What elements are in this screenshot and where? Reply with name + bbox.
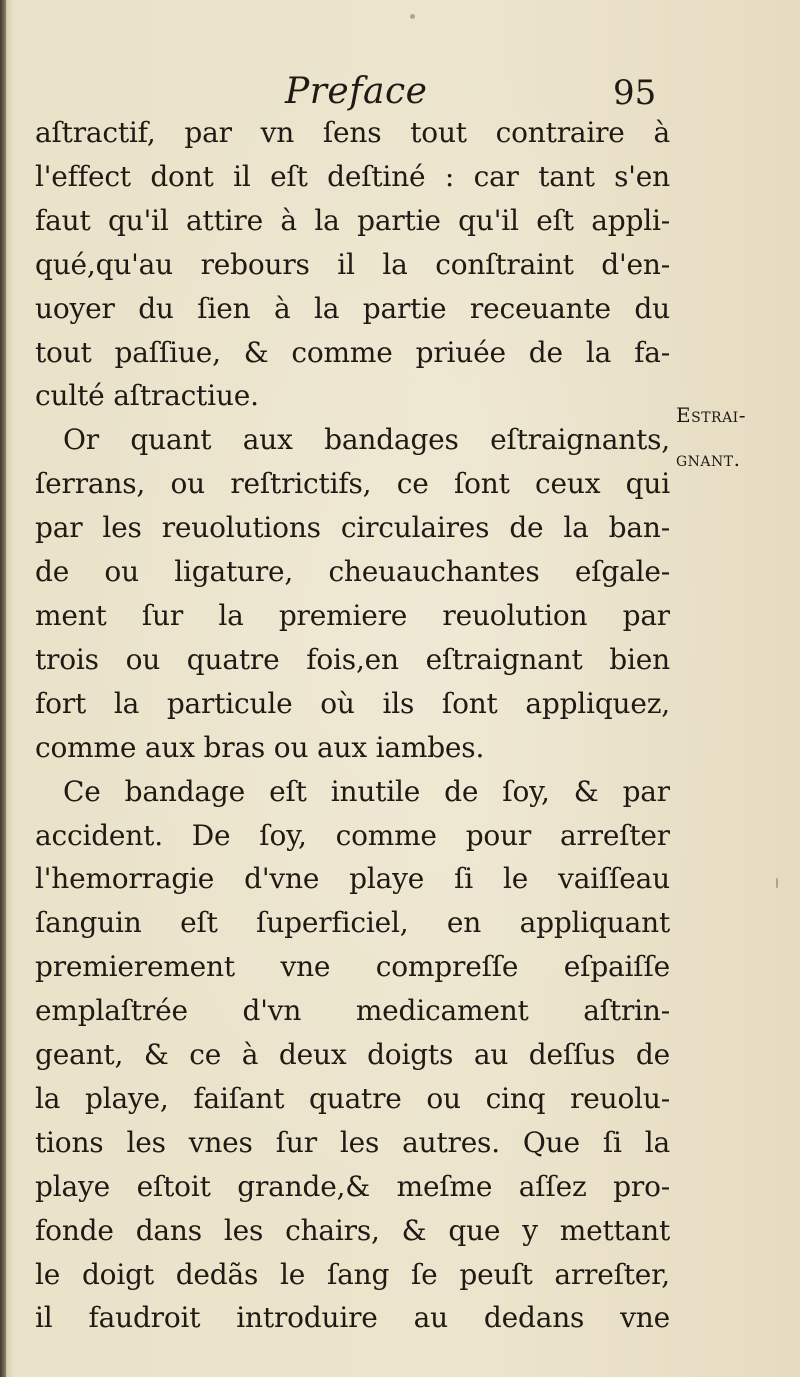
- text-line: par les reuolutions circulaires de la ban-: [35, 511, 670, 545]
- text-line: ment ſur la premiere reuolution par: [35, 598, 670, 632]
- marginal-note-line: Estrai-: [676, 403, 746, 427]
- text-line: qué,qu'au rebours il la conſtraint d'en-: [35, 247, 670, 281]
- text-line: la playe, faiſant quatre ou cinq reuolu-: [35, 1081, 670, 1115]
- text-line: l'hemorragie d'vne playe ſi le vaiſſeau: [35, 862, 670, 896]
- page-binding-edge: [0, 0, 6, 1377]
- text-line: tout paſſiue, & comme priuée de la fa-: [35, 335, 670, 369]
- marginal-note-line: gnant.: [676, 446, 741, 471]
- text-line: le doigt dedãs le ſang ſe peuſt arreſter,: [35, 1257, 670, 1291]
- page-number: 95: [613, 73, 657, 113]
- paragraph-start-line: Or quant aux bandages eſtraignants,: [63, 423, 670, 457]
- text-line: tions les vnes ſur les autres. Que ſi la: [35, 1125, 670, 1159]
- paper-speck: [776, 878, 778, 888]
- text-line: fonde dans les chairs, & que y mettant: [35, 1213, 670, 1247]
- running-head: Preface: [285, 71, 428, 112]
- text-line: trois ou quatre fois,en eſtraignant bien: [35, 642, 670, 676]
- text-line: faut qu'il attire à la partie qu'il eſt appli-: [35, 203, 670, 237]
- text-line: comme aux bras ou aux iambes.: [35, 730, 485, 764]
- paper-speck: [410, 14, 415, 19]
- text-line: premierement vne compreſſe eſpaiſſe: [35, 950, 670, 984]
- text-line: uoyer du ſien à la partie receuante du: [35, 291, 670, 325]
- text-line: de ou ligature, cheuauchantes eſgale-: [35, 555, 670, 589]
- text-line: ſerrans, ou reſtrictifs, ce ſont ceux qui: [35, 467, 670, 501]
- marginal-note: [676, 394, 791, 482]
- text-line: aſtractif, par vn ſens tout contraire à: [35, 116, 670, 149]
- paragraph-start-line: Ce bandage eſt inutile de ſoy, & par: [63, 774, 670, 808]
- text-line: emplaſtrée d'vn medicament aſtrin-: [35, 994, 670, 1028]
- text-line: ſanguin eſt ſuperficiel, en appliquant: [35, 906, 670, 940]
- text-line: il faudroit introduire au dedans vne: [35, 1301, 670, 1335]
- text-line: accident. De ſoy, comme pour arreſter: [35, 818, 670, 852]
- text-line: playe eſtoit grande,& meſme aſſez pro-: [35, 1169, 670, 1203]
- text-line: geant, & ce à deux doigts au deſſus de: [35, 1038, 670, 1072]
- text-line: l'effect dont il eſt deſtiné : car tant s'en: [35, 159, 670, 193]
- body-text: [35, 111, 670, 1340]
- text-line: fort la particule où ils ſont appliquez,: [35, 686, 670, 720]
- text-line: culté aſtractiue.: [35, 379, 259, 413]
